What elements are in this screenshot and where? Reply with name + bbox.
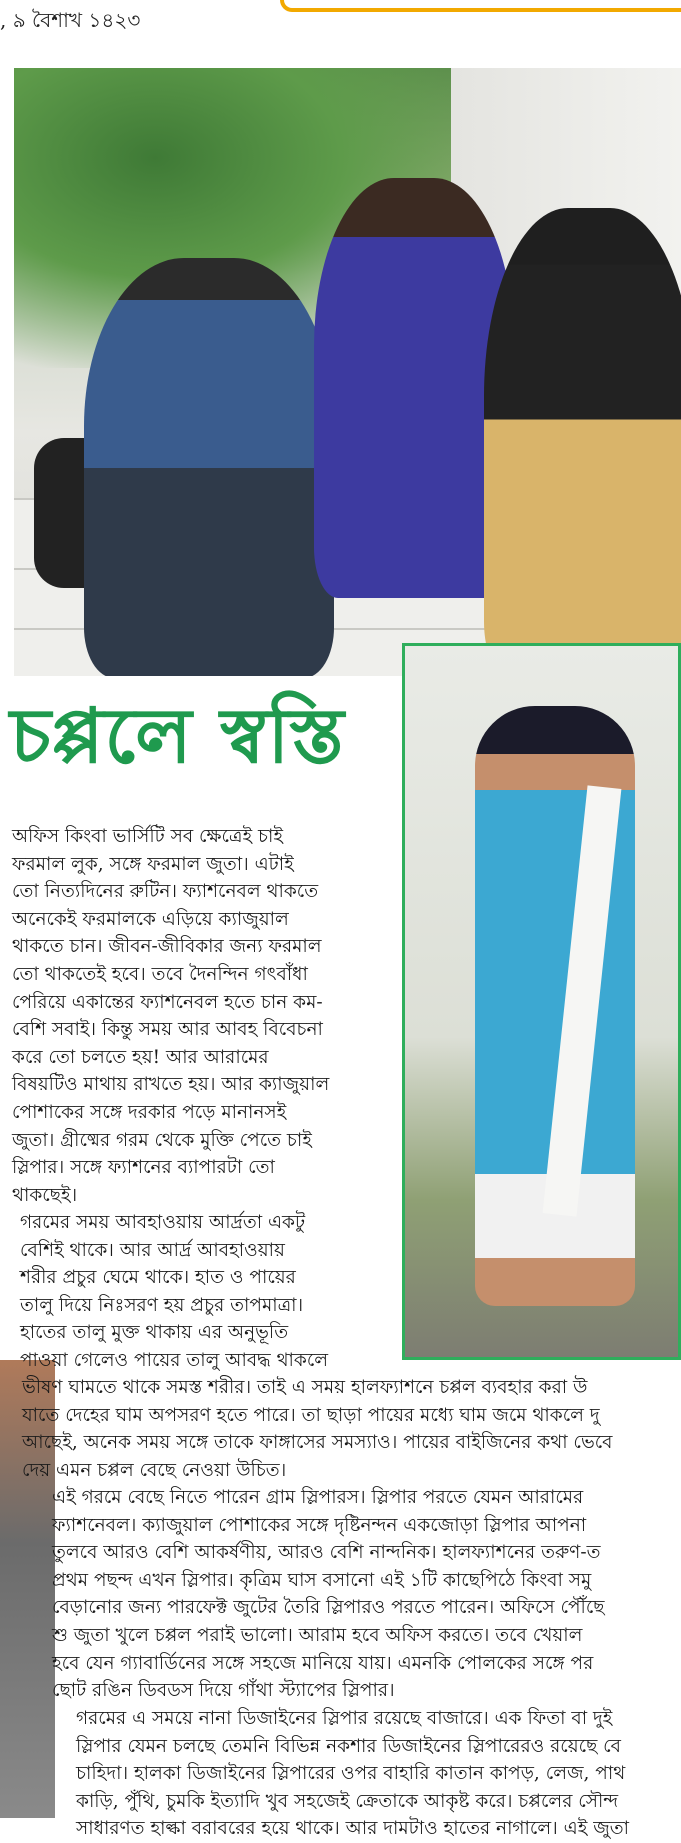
text-line: প্রথম পছন্দ এখন স্লিপার। কৃত্রিম ঘাস বসানো এই ১টি কাছেপিঠে কিংবা সমু — [52, 1569, 592, 1591]
text-line: বেড়ানোর জন্য পারফেক্ট জুটের তৈরি স্লিপারও পরতে পারেন। অফিসে পৌঁছে — [52, 1597, 605, 1619]
text-line: শরীর প্রচুর ঘেমে থাকে। হাত ও পায়ের — [20, 1267, 296, 1289]
text-line: পেরিয়ে একান্তের ফ্যাশনেবল হতে চান কম- — [12, 991, 323, 1013]
text-line: এই গরমে বেছে নিতে পারেন গ্রাম স্লিপারস। স্লিপার পরতে যেমন আরামের — [52, 1487, 584, 1508]
text-line: জুতা। গ্রীষ্মের গরম থেকে মুক্তি পেতে চাই — [12, 1129, 312, 1151]
person-left — [84, 258, 334, 676]
main-photo — [14, 68, 681, 676]
text-line: স্লিপার যেমন চলছে তেমনি বিভিন্ন নকশার ডিজাইনের স্লিপারেরও রয়েছে বে — [76, 1735, 621, 1757]
paragraph — [12, 823, 329, 1209]
text-line: গরমের এ সময়ে নানা ডিজাইনের স্লিপার রয়েছে বাজারে। এক ফিতা বা দুই — [76, 1708, 613, 1729]
text-line: ভীষণ ঘামতে থাকে সমস্ত শরীর। তাই এ সময় হালফ্যাশনে চপ্পল ব্যবহার করা উ — [22, 1377, 588, 1398]
text-line: অনেকেই ফরমালকে এড়িয়ে ক্যাজুয়াল — [12, 908, 289, 930]
text-line: থাকছেই। — [12, 1184, 78, 1206]
text-line: পাওয়া গেলেও পায়ের তালু আবদ্ধ থাকলে — [20, 1349, 329, 1371]
text-line: তো নিত্যদিনের রুটিন। ফ্যাশনেবল থাকতে — [12, 881, 319, 903]
text-line: সাধারণত হাল্কা বরাবরের হয়ে থাকে। আর দামটাও হাতের নাগালে। এই জুতা — [76, 1818, 630, 1840]
text-line: বেশিই থাকে। আর আর্দ্র আবহাওয়ায় — [20, 1239, 285, 1261]
text-line: থাকতে চান। জীবন-জীবিকার জন্য ফরমাল — [12, 936, 322, 958]
paragraph — [20, 1209, 328, 1375]
text-line: ফ্যাশনেবল। ক্যাজুয়াল পোশাকের সঙ্গে দৃষ্টিনন্দন একজোড়া স্লিপার আপনা — [52, 1514, 587, 1536]
text-line: আছেই, অনেক সময় সঙ্গে তাকে ফাঙ্গাসের সমস্যাও। পায়ের বাইজিনের কথা ভেবে — [22, 1432, 613, 1454]
text-line: হবে যেন গ্যাবার্ডিনের সঙ্গে সহজে মানিয়ে যায়। এমনকি পোলকের সঙ্গে পর — [52, 1652, 594, 1674]
person-right — [484, 208, 681, 676]
paragraph — [76, 1705, 629, 1843]
text-line: শু জুতা খুলে চপ্পল পরাই ভালো। আরাম হবে অফিস করতে। তবে খেয়াল — [52, 1624, 583, 1646]
text-line: গরমের সময় আবহাওয়ায় আর্দ্রতা একটু — [20, 1212, 306, 1233]
top-rule — [280, 0, 681, 12]
text-line: অফিস কিংবা ভার্সিটি সব ক্ষেত্রেই চাই — [12, 826, 283, 847]
headline: চপ্পলে স্বস্তি — [10, 691, 345, 780]
text-line: ফরমাল লুক, সঙ্গে ফরমাল জুতা। এটাই — [12, 853, 294, 875]
text-line: বিষয়টিও মাথায় রাখতে হয়। আর ক্যাজুয়াল — [12, 1074, 330, 1096]
dateline: , ৯ বৈশাখ ১৪২৩ — [0, 8, 141, 32]
side-photo — [402, 643, 681, 1360]
text-line: পোশাকের সঙ্গে দরকার পড়ে মানানসই — [12, 1101, 287, 1123]
text-line: কাড়ি, পুঁথি, চুমকি ইত্যাদি খুব সহজেই ক্রেতাকে আকৃষ্ট করে। চপ্পলের সৌন্দ — [76, 1790, 619, 1812]
text-line: বেশি সবাই। কিন্তু সময় আর আবহ বিবেচনা — [12, 1019, 323, 1041]
text-line: দেয় এমন চপ্পল বেছে নেওয়া উচিত। — [22, 1459, 287, 1481]
text-line: যাতে দেহের ঘাম অপসরণ হতে পারে। তা ছাড়া পায়ের মধ্যে ঘাম জমে থাকলে দু — [22, 1404, 600, 1426]
paragraph — [22, 1374, 612, 1484]
text-line: স্লিপার। সঙ্গে ফ্যাশনের ব্যাপারটা তো — [12, 1157, 275, 1179]
text-line: হাতের তালু মুক্ত থাকায় এর অনুভূতি — [20, 1322, 289, 1344]
text-line: করে তো চলতে হয়! আর আরামের — [12, 1046, 269, 1068]
text-line: তো থাকতেই হবে। তবে দৈনন্দিন গৎবাঁধা — [12, 963, 308, 985]
text-line: তুলবে আরও বেশি আকর্ষণীয়, আরও বেশি নান্দনিক। হালফ্যাশনের তরুণ-ত — [52, 1542, 601, 1564]
text-line: ছোট রঙিন ডিবডস দিয়ে গাঁথা স্ট্যাপের স্লিপার। — [52, 1680, 395, 1702]
text-line: তালু দিয়ে নিঃসরণ হয় প্রচুর তাপমাত্রা। — [20, 1294, 304, 1316]
text-line: চাহিদা। হালকা ডিজাইনের স্লিপারের ওপর বাহারি কাতান কাপড়, লেজ, পাথ — [76, 1763, 626, 1785]
paragraph — [52, 1484, 605, 1705]
